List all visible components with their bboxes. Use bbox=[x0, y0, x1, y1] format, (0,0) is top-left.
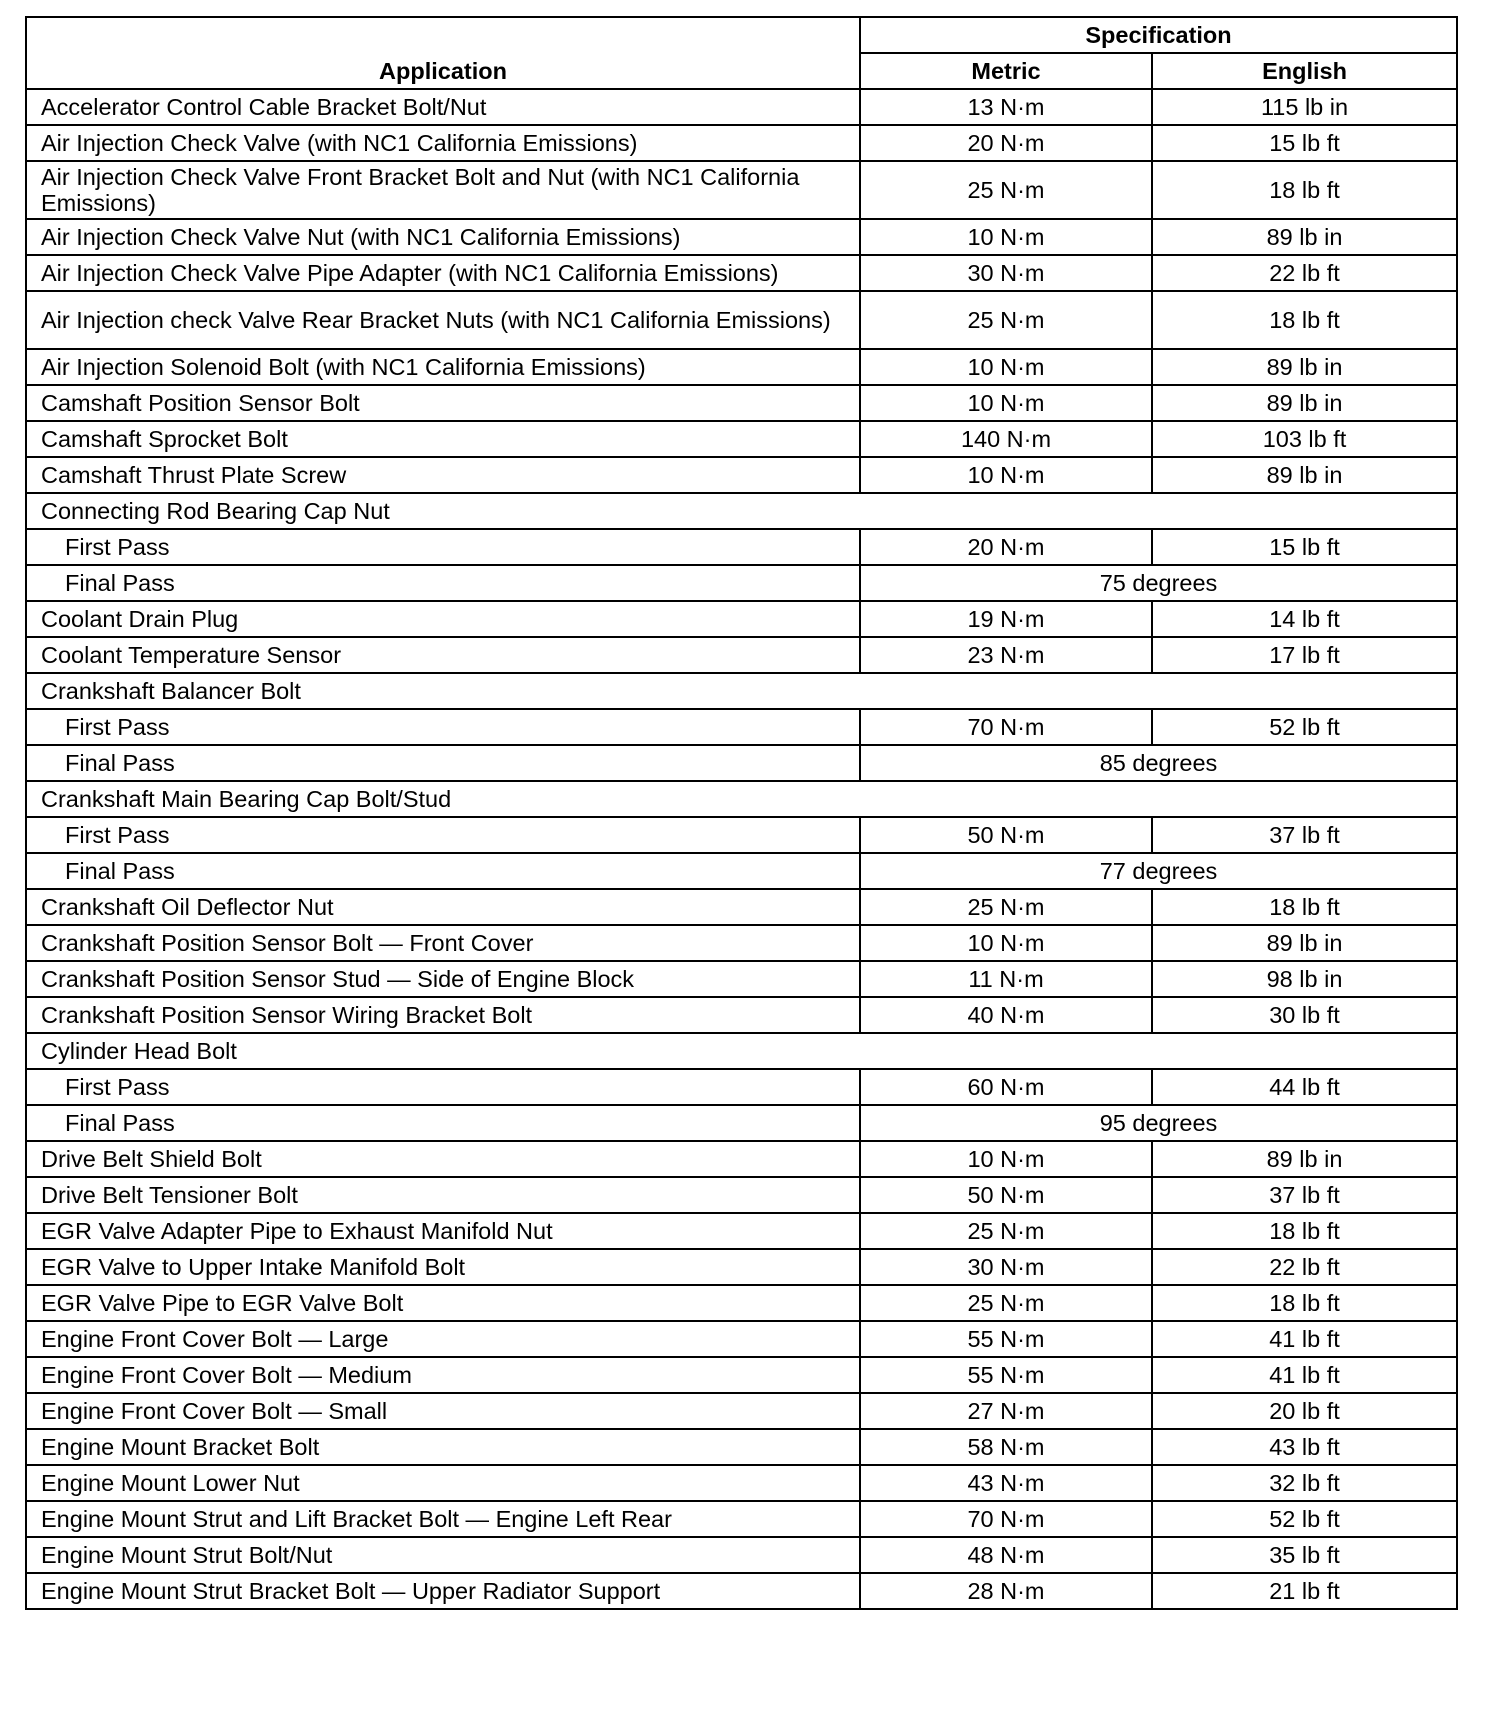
application-cell: First Pass bbox=[26, 529, 860, 565]
english-cell: 14 lb ft bbox=[1152, 601, 1457, 637]
english-cell: 17 lb ft bbox=[1152, 637, 1457, 673]
application-cell: Camshaft Thrust Plate Screw bbox=[26, 457, 860, 493]
table-row bbox=[26, 1141, 1457, 1177]
metric-cell: 30 N·m bbox=[860, 1249, 1152, 1285]
table-row bbox=[26, 745, 1457, 781]
table-row bbox=[26, 161, 1457, 219]
metric-cell: 58 N·m bbox=[860, 1429, 1152, 1465]
table-row bbox=[26, 1429, 1457, 1465]
english-cell: 103 lb ft bbox=[1152, 421, 1457, 457]
english-cell: 18 lb ft bbox=[1152, 161, 1457, 219]
english-cell: 89 lb in bbox=[1152, 1141, 1457, 1177]
english-cell: 115 lb in bbox=[1152, 89, 1457, 125]
application-cell: Air Injection check Valve Rear Bracket Nuts (with NC1 California Emissions) bbox=[26, 291, 860, 349]
table-row bbox=[26, 673, 1457, 709]
application-cell: Final Pass bbox=[26, 565, 860, 601]
table-row bbox=[26, 125, 1457, 161]
group-heading-cell: Crankshaft Balancer Bolt bbox=[26, 673, 1457, 709]
metric-cell: 70 N·m bbox=[860, 709, 1152, 745]
group-heading-cell: Cylinder Head Bolt bbox=[26, 1033, 1457, 1069]
application-cell: Final Pass bbox=[26, 853, 860, 889]
english-cell: 18 lb ft bbox=[1152, 291, 1457, 349]
metric-cell: 19 N·m bbox=[860, 601, 1152, 637]
table-row bbox=[26, 1285, 1457, 1321]
english-cell: 22 lb ft bbox=[1152, 1249, 1457, 1285]
metric-cell: 25 N·m bbox=[860, 291, 1152, 349]
english-cell: 20 lb ft bbox=[1152, 1393, 1457, 1429]
table-row bbox=[26, 1501, 1457, 1537]
table-row bbox=[26, 1105, 1457, 1141]
spec-rows bbox=[26, 89, 1457, 1609]
metric-cell: 10 N·m bbox=[860, 1141, 1152, 1177]
table-row bbox=[26, 1213, 1457, 1249]
angle-spec-cell: 85 degrees bbox=[860, 745, 1457, 781]
application-cell: Accelerator Control Cable Bracket Bolt/Nut bbox=[26, 89, 860, 125]
english-cell: 89 lb in bbox=[1152, 925, 1457, 961]
metric-cell: 50 N·m bbox=[860, 817, 1152, 853]
english-cell: 18 lb ft bbox=[1152, 889, 1457, 925]
metric-cell: 13 N·m bbox=[860, 89, 1152, 125]
application-cell: Engine Front Cover Bolt — Small bbox=[26, 1393, 860, 1429]
application-cell: Camshaft Sprocket Bolt bbox=[26, 421, 860, 457]
application-cell: Drive Belt Shield Bolt bbox=[26, 1141, 860, 1177]
table-row bbox=[26, 1537, 1457, 1573]
english-cell: 37 lb ft bbox=[1152, 817, 1457, 853]
application-cell: Final Pass bbox=[26, 1105, 860, 1141]
application-cell: First Pass bbox=[26, 709, 860, 745]
table-row bbox=[26, 889, 1457, 925]
application-cell: First Pass bbox=[26, 1069, 860, 1105]
english-cell: 52 lb ft bbox=[1152, 709, 1457, 745]
english-cell: 15 lb ft bbox=[1152, 125, 1457, 161]
application-cell: Camshaft Position Sensor Bolt bbox=[26, 385, 860, 421]
table-row bbox=[26, 781, 1457, 817]
metric-cell: 25 N·m bbox=[860, 1285, 1152, 1321]
table-row bbox=[26, 493, 1457, 529]
english-cell: 22 lb ft bbox=[1152, 255, 1457, 291]
angle-spec-cell: 75 degrees bbox=[860, 565, 1457, 601]
angle-spec-cell: 77 degrees bbox=[860, 853, 1457, 889]
metric-cell: 10 N·m bbox=[860, 457, 1152, 493]
metric-cell: 25 N·m bbox=[860, 889, 1152, 925]
metric-cell: 50 N·m bbox=[860, 1177, 1152, 1213]
application-cell: Engine Mount Bracket Bolt bbox=[26, 1429, 860, 1465]
metric-cell: 11 N·m bbox=[860, 961, 1152, 997]
english-cell: 98 lb in bbox=[1152, 961, 1457, 997]
application-header: Application bbox=[26, 17, 860, 89]
application-cell: Engine Front Cover Bolt — Large bbox=[26, 1321, 860, 1357]
table-row bbox=[26, 421, 1457, 457]
table-row bbox=[26, 385, 1457, 421]
application-cell: Crankshaft Position Sensor Bolt — Front Cover bbox=[26, 925, 860, 961]
metric-cell: 30 N·m bbox=[860, 255, 1152, 291]
table-row bbox=[26, 291, 1457, 349]
table-row bbox=[26, 637, 1457, 673]
table-row bbox=[26, 529, 1457, 565]
metric-cell: 23 N·m bbox=[860, 637, 1152, 673]
header-row-top bbox=[26, 17, 1457, 53]
torque-spec-table bbox=[25, 16, 1458, 1610]
metric-cell: 10 N·m bbox=[860, 349, 1152, 385]
application-cell: Engine Mount Lower Nut bbox=[26, 1465, 860, 1501]
table-row bbox=[26, 997, 1457, 1033]
english-cell: 37 lb ft bbox=[1152, 1177, 1457, 1213]
table-row bbox=[26, 1357, 1457, 1393]
english-cell: 35 lb ft bbox=[1152, 1537, 1457, 1573]
table-row bbox=[26, 1069, 1457, 1105]
table-row bbox=[26, 565, 1457, 601]
metric-cell: 25 N·m bbox=[860, 1213, 1152, 1249]
application-cell: EGR Valve Adapter Pipe to Exhaust Manifold Nut bbox=[26, 1213, 860, 1249]
table-row bbox=[26, 1573, 1457, 1609]
table-row bbox=[26, 961, 1457, 997]
application-cell: EGR Valve to Upper Intake Manifold Bolt bbox=[26, 1249, 860, 1285]
english-cell: 52 lb ft bbox=[1152, 1501, 1457, 1537]
metric-cell: 60 N·m bbox=[860, 1069, 1152, 1105]
table-row bbox=[26, 219, 1457, 255]
english-cell: 89 lb in bbox=[1152, 349, 1457, 385]
table-row bbox=[26, 89, 1457, 125]
metric-cell: 10 N·m bbox=[860, 385, 1152, 421]
table-row bbox=[26, 1321, 1457, 1357]
application-cell: Air Injection Check Valve (with NC1 California Emissions) bbox=[26, 125, 860, 161]
metric-cell: 10 N·m bbox=[860, 925, 1152, 961]
english-cell: 89 lb in bbox=[1152, 219, 1457, 255]
application-cell: Drive Belt Tensioner Bolt bbox=[26, 1177, 860, 1213]
metric-cell: 70 N·m bbox=[860, 1501, 1152, 1537]
application-cell: Air Injection Solenoid Bolt (with NC1 California Emissions) bbox=[26, 349, 860, 385]
metric-cell: 55 N·m bbox=[860, 1321, 1152, 1357]
metric-cell: 140 N·m bbox=[860, 421, 1152, 457]
metric-cell: 27 N·m bbox=[860, 1393, 1152, 1429]
table-row bbox=[26, 349, 1457, 385]
angle-spec-cell: 95 degrees bbox=[860, 1105, 1457, 1141]
application-cell: Engine Front Cover Bolt — Medium bbox=[26, 1357, 860, 1393]
english-cell: 18 lb ft bbox=[1152, 1213, 1457, 1249]
english-cell: 43 lb ft bbox=[1152, 1429, 1457, 1465]
english-cell: 32 lb ft bbox=[1152, 1465, 1457, 1501]
application-cell: Air Injection Check Valve Pipe Adapter (with NC1 California Emissions) bbox=[26, 255, 860, 291]
application-cell: Engine Mount Strut Bolt/Nut bbox=[26, 1537, 860, 1573]
group-heading-cell: Connecting Rod Bearing Cap Nut bbox=[26, 493, 1457, 529]
application-cell: Crankshaft Oil Deflector Nut bbox=[26, 889, 860, 925]
english-cell: 15 lb ft bbox=[1152, 529, 1457, 565]
metric-cell: 48 N·m bbox=[860, 1537, 1152, 1573]
english-header: English bbox=[1152, 53, 1457, 89]
specification-header: Specification bbox=[860, 17, 1457, 53]
metric-cell: 20 N·m bbox=[860, 529, 1152, 565]
application-cell: First Pass bbox=[26, 817, 860, 853]
table-row bbox=[26, 255, 1457, 291]
english-cell: 41 lb ft bbox=[1152, 1321, 1457, 1357]
english-cell: 89 lb in bbox=[1152, 385, 1457, 421]
table-row bbox=[26, 1249, 1457, 1285]
english-cell: 18 lb ft bbox=[1152, 1285, 1457, 1321]
application-cell: Final Pass bbox=[26, 745, 860, 781]
english-cell: 41 lb ft bbox=[1152, 1357, 1457, 1393]
metric-header: Metric bbox=[860, 53, 1152, 89]
metric-cell: 40 N·m bbox=[860, 997, 1152, 1033]
application-cell: Crankshaft Position Sensor Wiring Bracket Bolt bbox=[26, 997, 860, 1033]
table-row bbox=[26, 1393, 1457, 1429]
application-cell: Engine Mount Strut and Lift Bracket Bolt — Engine Left Rear bbox=[26, 1501, 860, 1537]
metric-cell: 20 N·m bbox=[860, 125, 1152, 161]
application-cell: Air Injection Check Valve Front Bracket Bolt and Nut (with NC1 California Emissions) bbox=[26, 161, 860, 219]
english-cell: 89 lb in bbox=[1152, 457, 1457, 493]
application-cell: Crankshaft Position Sensor Stud — Side of Engine Block bbox=[26, 961, 860, 997]
metric-cell: 55 N·m bbox=[860, 1357, 1152, 1393]
application-cell: Coolant Temperature Sensor bbox=[26, 637, 860, 673]
application-cell: Coolant Drain Plug bbox=[26, 601, 860, 637]
table-row bbox=[26, 457, 1457, 493]
table-row bbox=[26, 1177, 1457, 1213]
metric-cell: 28 N·m bbox=[860, 1573, 1152, 1609]
torque-spec-sheet bbox=[25, 16, 1456, 1610]
application-cell: EGR Valve Pipe to EGR Valve Bolt bbox=[26, 1285, 860, 1321]
english-cell: 44 lb ft bbox=[1152, 1069, 1457, 1105]
metric-cell: 10 N·m bbox=[860, 219, 1152, 255]
english-cell: 21 lb ft bbox=[1152, 1573, 1457, 1609]
metric-cell: 43 N·m bbox=[860, 1465, 1152, 1501]
table-row bbox=[26, 709, 1457, 745]
english-cell: 30 lb ft bbox=[1152, 997, 1457, 1033]
application-cell: Engine Mount Strut Bracket Bolt — Upper Radiator Support bbox=[26, 1573, 860, 1609]
metric-cell: 25 N·m bbox=[860, 161, 1152, 219]
group-heading-cell: Crankshaft Main Bearing Cap Bolt/Stud bbox=[26, 781, 1457, 817]
table-row bbox=[26, 853, 1457, 889]
table-row bbox=[26, 817, 1457, 853]
table-row bbox=[26, 925, 1457, 961]
table-row bbox=[26, 1465, 1457, 1501]
table-row bbox=[26, 601, 1457, 637]
application-cell: Air Injection Check Valve Nut (with NC1 California Emissions) bbox=[26, 219, 860, 255]
table-row bbox=[26, 1033, 1457, 1069]
